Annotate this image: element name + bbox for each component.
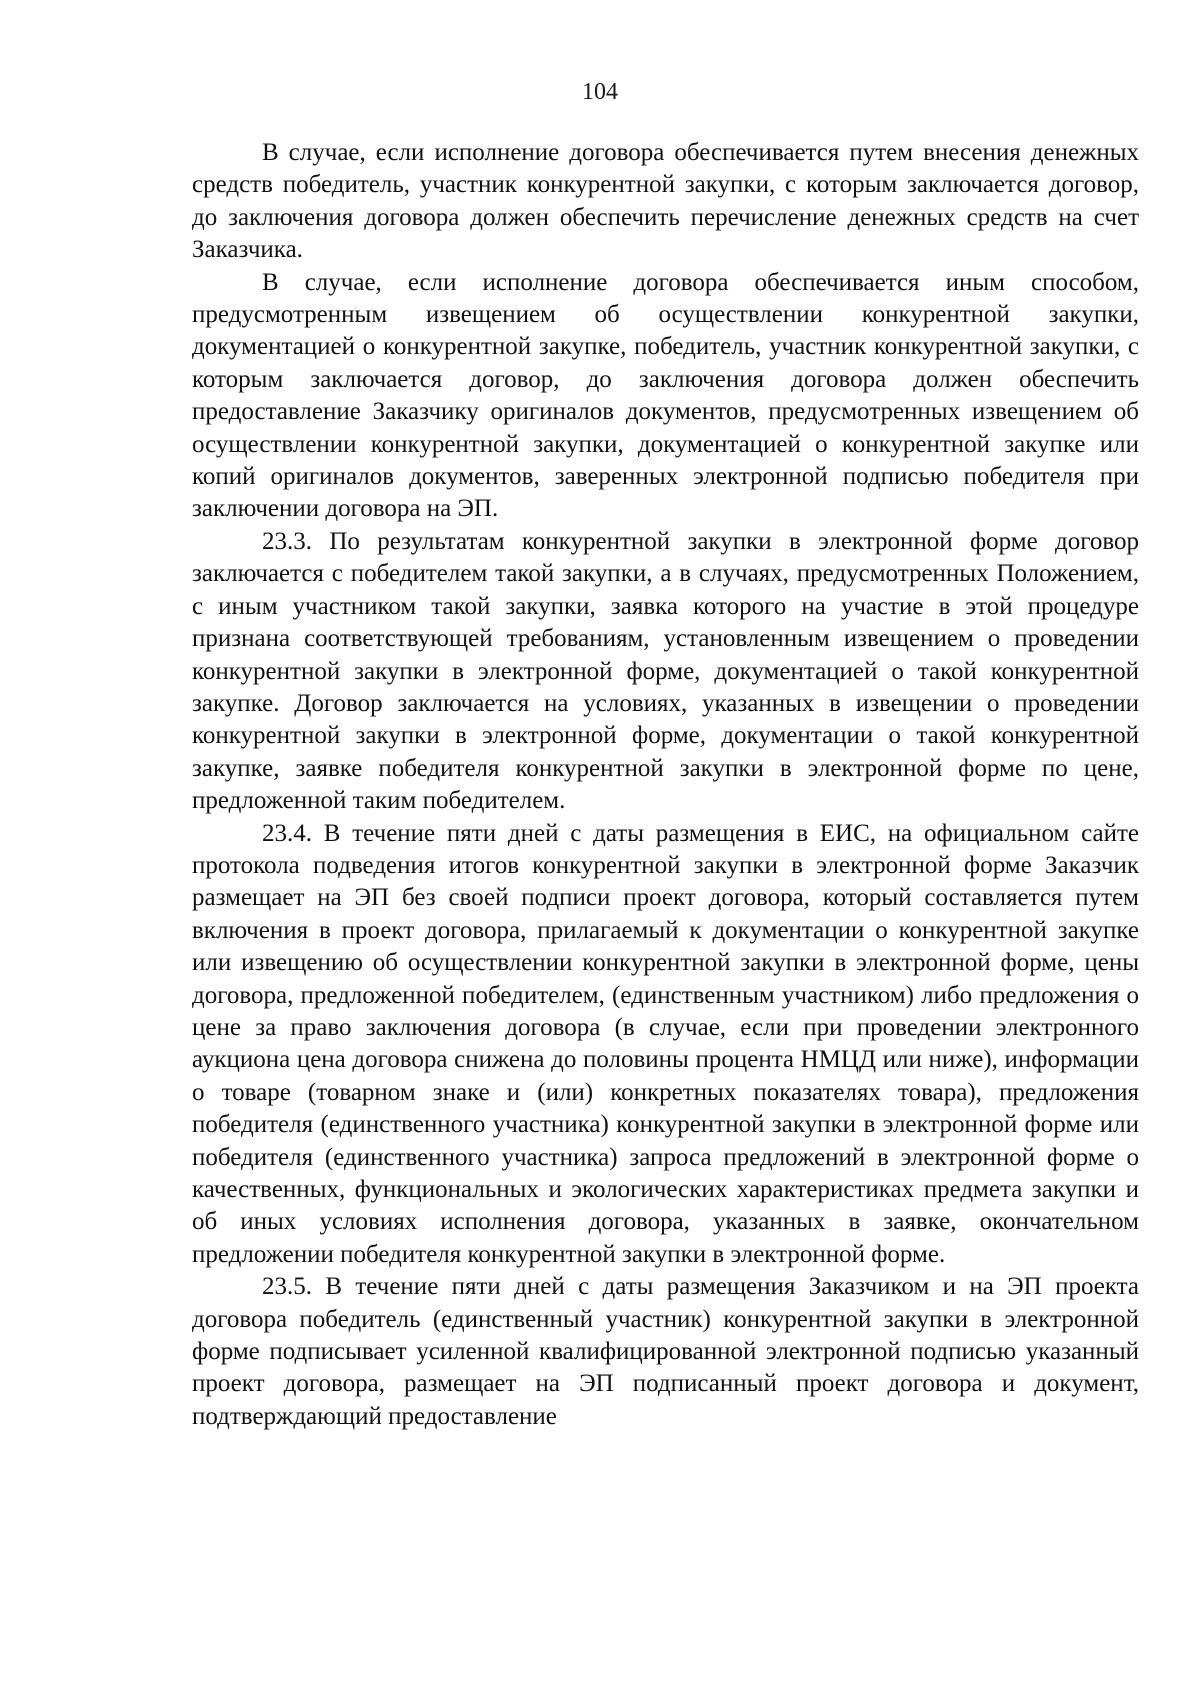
paragraph-deposit-security: В случае, если исполнение договора обеспечивается путем внесения денежных средств победитель, участник конкурентной закупки, с которым заключается договор, до заключения договора должен обеспечить перечисление денежных средств на счет Заказчика. xyxy=(192,139,1139,264)
paragraph-23-4: 23.4. В течение пяти дней с даты размещения в ЕИС, на официальном сайте протокола подведения итогов конкурентной закупки в электронной форме Заказчик размещает на ЭП без своей подписи проект договора, который составляется путем включения в проект договора, прилагаемый к документации о конкурентной закупке или извещению об осуществлении конкурентной закупки в электронной форме, цены договора, предложенной победителем, (единственным участником) либо предложения о цене за право заключения договора (в случае, если при проведении электронного аукциона цена договора снижена до половины процента НМЦД или ниже), информации о товаре (товарном знаке и (или) конкретных показателях товара), предложения победителя (единственного участника) конкурентной закупки в электронной форме или победителя (единственного участника) запроса предложений в электронной форме о качественных, функциональных и экологических характеристиках предмета закупки и об иных условиях исполнения договора, указанных в заявке, окончательном предложении победителя конкурентной закупки в электронной форме. xyxy=(192,819,1139,1268)
document-body xyxy=(192,137,1139,1433)
paragraph-23-5: 23.5. В течение пяти дней с даты размещения Заказчиком и на ЭП проекта договора победитель (единственный участник) конкурентной закупки в электронной форме подписывает усиленной квалифицированной электронной подписью указанный проект договора, размещает на ЭП подписанный проект договора и документ, подтверждающий предоставление xyxy=(192,1273,1139,1430)
page-number: 104 xyxy=(582,79,618,105)
paragraph-23-3: 23.3. По результатам конкурентной закупки в электронной форме договор заключается с победителем такой закупки, а в случаях, предусмотренных Положением, с иным участником такой закупки, заявка которого на участие в этой процедуре признана соответствующей требованиям, установленным извещением о проведении конкурентной закупки в электронной форме, документацией о такой конкурентной закупке. Договор заключается на условиях, указанных в извещении о проведении конкурентной закупки в электронной форме, документации о такой конкурентной закупке, заявке победителя конкурентной закупки в электронной форме по цене, предложенной таким победителем. xyxy=(192,527,1139,815)
paragraph-other-security: В случае, если исполнение договора обеспечивается иным способом, предусмотренным извещением об осуществлении конкурентной закупки, документацией о конкурентной закупке, победитель, участник конкурентной закупки, с которым заключается договор, до заключения договора должен обеспечить предоставление Заказчику оригиналов документов, предусмотренных извещением об осуществлении конкурентной закупки, документацией о конкурентной закупке или копий оригиналов документов, заверенных электронной подписью победителя при заключении договора на ЭП. xyxy=(192,268,1139,523)
